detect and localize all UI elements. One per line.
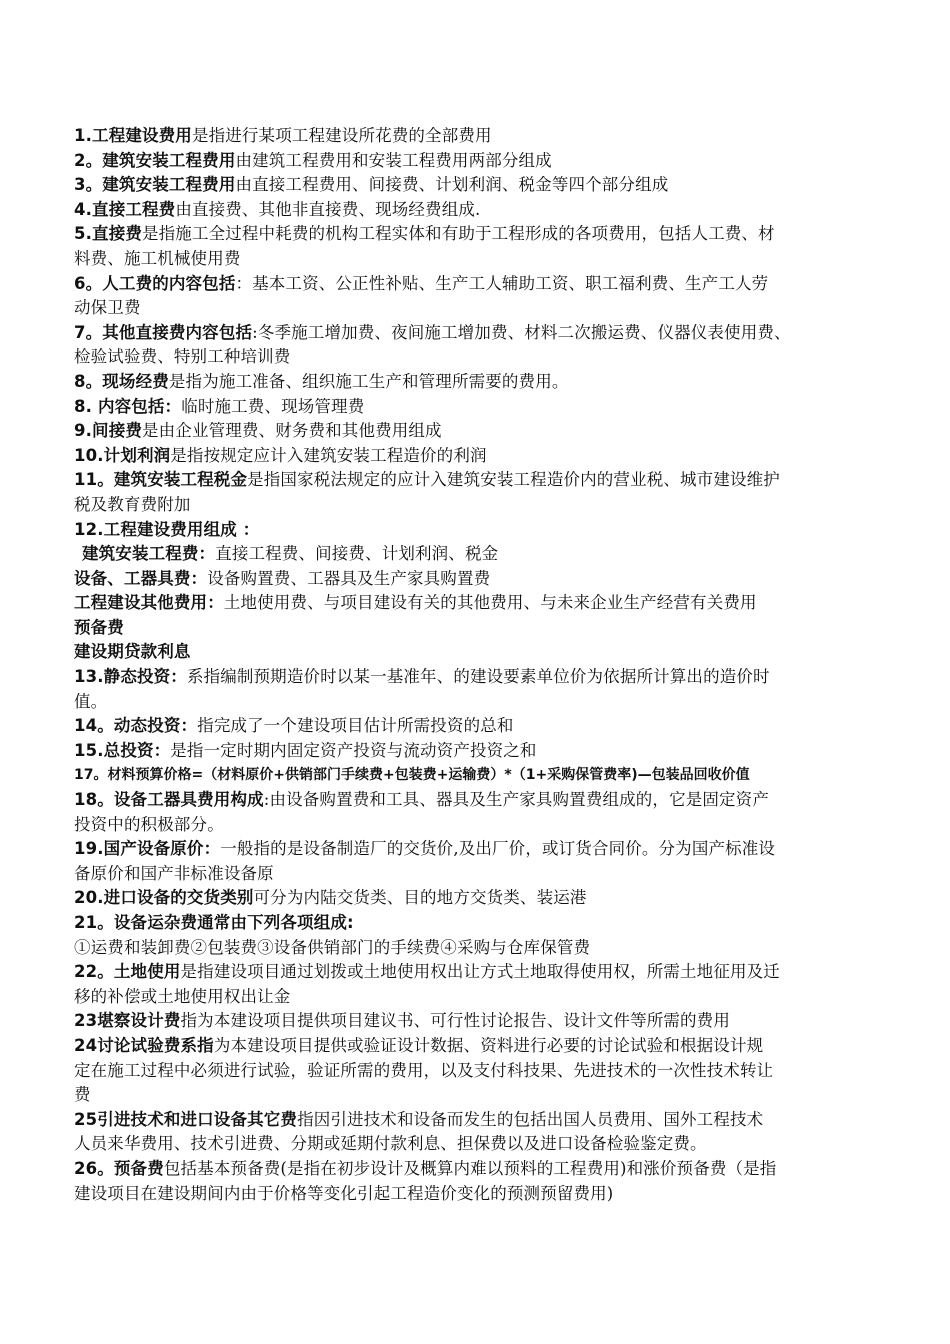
term-label: 工程建设其他费用： xyxy=(74,593,224,613)
definition-text: 由直接工程费用、间接费、计划利润、税金等四个部分组成 xyxy=(235,175,669,195)
text-line xyxy=(74,1083,880,1108)
term-label: 22。土地使用 xyxy=(74,962,181,982)
term-label: 20.进口设备的交货类别 xyxy=(74,888,254,908)
term-label: 14。动态投资： xyxy=(74,716,198,736)
text-line xyxy=(74,198,880,223)
definition-text: ①运费和装卸费②包装费③设备供销部门的手续费④采购与仓库保管费 xyxy=(74,937,591,957)
definition-text: 定在施工过程中必须进行试验，验证所需的费用，以及支付科技果、先进技术的一次性技术转让 xyxy=(74,1060,774,1080)
text-line xyxy=(74,690,880,715)
term-label: 预备费 xyxy=(74,617,124,637)
text-line xyxy=(74,911,880,936)
text-line xyxy=(74,567,880,592)
definition-text: 土地使用费、与项目建设有关的其他费用、与未来企业生产经营有关费用 xyxy=(223,593,757,613)
document-body xyxy=(74,124,880,1206)
text-line xyxy=(74,272,880,297)
term-label: 25引进技术和进口设备其它费 xyxy=(74,1109,298,1129)
definition-text: 是由企业管理费、财务费和其他费用组成 xyxy=(142,421,442,441)
term-label: 7。其他直接费内容包括 xyxy=(74,322,253,342)
term-label: 8。现场经费 xyxy=(74,371,169,391)
term-label: 26。预备费 xyxy=(74,1158,164,1178)
term-label: 19.国产设备原价： xyxy=(74,839,221,859)
definition-text: 检验试验费、特别工种培训费 xyxy=(74,347,291,367)
text-line xyxy=(74,763,880,788)
text-line xyxy=(74,395,880,420)
term-label: 1.工程建设费用 xyxy=(74,126,192,145)
definition-text: :由设备购置费和工具、器具及生产家具购置费组成的，它是固定资产 xyxy=(263,790,769,810)
definition-text: 是指为施工准备、组织施工生产和管理所需要的费用。 xyxy=(168,371,569,391)
definition-text: 动保卫费 xyxy=(74,298,141,318)
definition-text: 是指按规定应计入建筑安装工程造价的利润 xyxy=(170,445,487,465)
text-line xyxy=(74,493,880,518)
text-line xyxy=(74,936,880,961)
definition-text: 是指国家税法规定的应计入建筑安装工程造价内的营业税、城市建设维护 xyxy=(247,470,780,490)
definition-text: 直接工程费、间接费、计划利润、税金 xyxy=(215,544,499,564)
definition-text: 为本建设项目提供或验证设计数据、资料进行必要的讨论试验和根据设计规 xyxy=(213,1035,764,1055)
term-label: 23堪察设计费 xyxy=(74,1011,181,1031)
definition-text: 指完成了一个建设项目估计所需投资的总和 xyxy=(197,716,514,736)
text-line xyxy=(74,616,880,641)
text-line xyxy=(74,837,880,862)
term-label: 8. 内容包括： xyxy=(74,396,182,416)
text-line xyxy=(74,222,880,247)
term-label: 15.总投资： xyxy=(74,740,171,760)
definition-text: 可分为内陆交货类、目的地方交货类、装运港 xyxy=(253,888,587,908)
text-line xyxy=(74,591,880,616)
definition-text: 料费、施工机械使用费 xyxy=(74,248,241,268)
text-line xyxy=(74,370,880,395)
text-line xyxy=(74,247,880,272)
definition-text: 是指建设项目通过划拨或土地使用权出让方式土地取得使用权，所需土地征用及迁 xyxy=(180,962,780,982)
definition-text: 指因引进技术和设备而发生的包括出国人员费用、国外工程技术 xyxy=(297,1109,764,1129)
definition-text: 人员来华费用、技术引进费、分期或延期付款利息、担保费以及进口设备检验鉴定费。 xyxy=(74,1134,707,1154)
definition-text: 系指编制预期造价时以某一基准年、的建设要素单位价为依据所计算出的造价时 xyxy=(186,667,770,687)
text-line xyxy=(74,173,880,198)
term-label: 21。设备运杂费通常由下列各项组成: xyxy=(74,913,354,932)
definition-text: 备原价和国产非标准设备原 xyxy=(74,863,274,883)
definition-text: 临时施工费、现场管理费 xyxy=(181,396,365,416)
definition-text: 是指施工全过程中耗费的机构工程实体和有助于工程形成的各项费用，包括人工费、材 xyxy=(142,224,775,244)
term-label: 17。材料预算价格=（材料原价+供销部门手续费+包装费+运输费）*（1+采购保管费率)—包装品回收价值 xyxy=(74,767,750,784)
term-label: 24讨论试验费系指 xyxy=(74,1035,214,1055)
text-line xyxy=(74,1132,880,1157)
text-line xyxy=(74,468,880,493)
text-line xyxy=(74,862,880,887)
text-line xyxy=(74,345,880,370)
definition-text: 税及教育费附加 xyxy=(74,494,191,514)
text-line xyxy=(74,1009,880,1034)
text-line xyxy=(74,1108,880,1133)
definition-text: 一般指的是设备制造厂的交货价,及出厂价，或订货合同价。分为国产标准设 xyxy=(220,839,776,859)
text-line xyxy=(74,1034,880,1059)
definition-text: 设备购置费、工器具及生产家具购置费 xyxy=(207,568,491,588)
text-line xyxy=(74,886,880,911)
text-line xyxy=(74,960,880,985)
text-line xyxy=(74,321,880,346)
definition-text: 包括基本预备费(是指在初步设计及概算内难以预料的工程费用)和涨价预备费（是指 xyxy=(163,1158,777,1178)
text-line xyxy=(74,739,880,764)
text-line xyxy=(74,813,880,838)
term-label: 6。人工费的内容包括 xyxy=(74,273,236,293)
definition-text: 由直接费、其他非直接费、现场经费组成. xyxy=(175,199,481,219)
definition-text: 是指进行某项工程建设所花费的全部费用 xyxy=(191,126,492,145)
definition-text: 费 xyxy=(74,1085,91,1105)
term-label: 建设期贷款利息 xyxy=(74,642,191,662)
definition-text: 由建筑工程费用和安装工程费用两部分组成 xyxy=(235,150,552,170)
term-label: 2。建筑安装工程费用 xyxy=(74,150,236,170)
term-label: 12.工程建设费用组成 ： xyxy=(74,519,260,539)
term-label: 13.静态投资： xyxy=(74,667,187,687)
text-line xyxy=(74,542,880,567)
text-line xyxy=(74,985,880,1010)
text-line xyxy=(74,1157,880,1182)
term-label: 4.直接工程费 xyxy=(74,199,176,219)
term-label: 10.计划利润 xyxy=(74,445,171,465)
text-line xyxy=(74,1182,880,1207)
text-line xyxy=(74,518,880,543)
text-line xyxy=(74,1059,880,1084)
definition-text: 投资中的积极部分。 xyxy=(74,814,224,834)
definition-text: 值。 xyxy=(74,691,108,711)
text-line xyxy=(74,419,880,444)
term-label: 5.直接费 xyxy=(74,224,142,244)
definition-text: 是指一定时期内固定资产投资与流动资产投资之和 xyxy=(170,740,537,760)
definition-text: 建设项目在建设期间内由于价格等变化引起工程造价变化的预测预留费用) xyxy=(74,1183,614,1203)
text-line xyxy=(74,714,880,739)
text-line xyxy=(74,665,880,690)
term-label: 18。设备工器具费用构成 xyxy=(74,790,264,810)
text-line xyxy=(74,444,880,469)
text-line xyxy=(74,788,880,813)
term-label: 3。建筑安装工程费用 xyxy=(74,175,236,195)
definition-text: ：基本工资、公正性补贴、生产工人辅助工资、职工福利费、生产工人劳 xyxy=(235,273,769,293)
definition-text: :冬季施工增加费、夜间施工增加费、材料二次搬运费、仪器仪表使用费、 xyxy=(252,322,791,342)
term-label: 设备、工器具费： xyxy=(74,568,208,588)
definition-text: 移的补偿或土地使用权出让金 xyxy=(74,986,291,1006)
text-line xyxy=(74,296,880,321)
term-label: 11。建筑安装工程税金 xyxy=(74,470,248,490)
term-label: 9.间接费 xyxy=(74,421,142,441)
term-label: 建筑安装工程费： xyxy=(82,544,216,564)
text-line xyxy=(74,124,880,149)
text-line xyxy=(74,640,880,665)
definition-text: 指为本建设项目提供项目建议书、可行性讨论报告、设计文件等所需的费用 xyxy=(180,1011,730,1031)
text-line xyxy=(74,149,880,174)
